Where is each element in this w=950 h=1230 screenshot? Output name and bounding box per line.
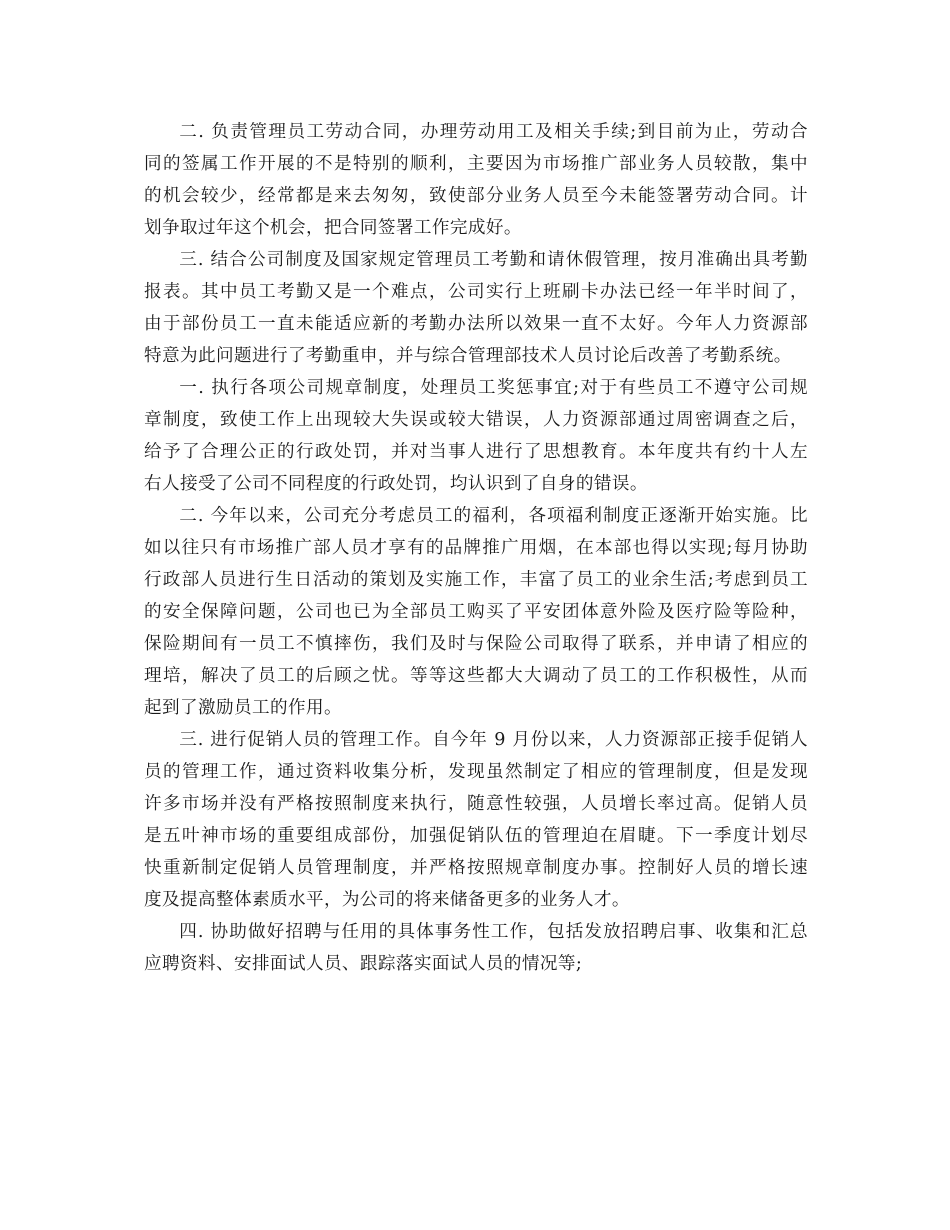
- text-line: 理培，解决了员工的后顾之忧。等等这些都大大调动了员工的工作积极性，从而: [144, 666, 808, 686]
- text-line: 二. 负责管理员工劳动合同，办理劳动用工及相关手续;到目前为止，劳动合: [179, 122, 808, 142]
- paragraph-attendance-management: [144, 244, 808, 372]
- paragraph-contract-management: [144, 116, 808, 244]
- text-line: 快重新制定促销人员管理制度，并严格按照规章制度办事。控制好人员的增长速: [144, 858, 808, 878]
- text-line: 的安全保障问题，公司也已为全部员工购买了平安团体意外险及医疗险等险种，: [144, 602, 808, 622]
- text-line: 给予了合理公正的行政处罚，并对当事人进行了思想教育。本年度共有约十人左: [144, 442, 808, 462]
- text-line: 的机会较少，经常都是来去匆匆，致使部分业务人员至今未能签署劳动合同。计: [144, 186, 808, 206]
- text-line: 是五叶神市场的重要组成部份，加强促销队伍的管理迫在眉睫。下一季度计划尽: [144, 826, 808, 846]
- text-line: 章制度，致使工作上出现较大失误或较大错误，人力资源部通过周密调查之后，: [144, 410, 808, 430]
- text-line: 如以往只有市场推广部人员才享有的品牌推广用烟，在本部也得以实现;每月协助: [144, 538, 808, 558]
- text-line: 度及提高整体素质水平，为公司的将来储备更多的业务人才。: [144, 890, 630, 910]
- text-line: 行政部人员进行生日活动的策划及实施工作，丰富了员工的业余生活;考虑到员工: [144, 570, 808, 590]
- text-line: 特意为此问题进行了考勤重申，并与综合管理部技术人员讨论后改善了考勤系统。: [144, 346, 792, 366]
- text-line: 四. 协助做好招聘与任用的具体事务性工作，包括发放招聘启事、收集和汇总: [179, 922, 808, 942]
- text-line: 三. 进行促销人员的管理工作。自今年 9 月份以来，人力资源部正接手促销人: [179, 730, 808, 750]
- text-line: 保险期间有一员工不慎摔伤，我们及时与保险公司取得了联系，并申请了相应的: [144, 634, 808, 654]
- text-line: 员的管理工作，通过资料收集分析，发现虽然制定了相应的管理制度，但是发现: [144, 762, 808, 782]
- text-line: 划争取过年这个机会，把合同签署工作完成好。: [144, 218, 522, 238]
- paragraph-employee-welfare: [144, 500, 808, 724]
- text-line: 由于部份员工一直未能适应新的考勤办法所以效果一直不太好。今年人力资源部: [144, 314, 808, 334]
- text-line: 同的签属工作开展的不是特别的顺利，主要因为市场推广部业务人员较散，集中: [144, 154, 808, 174]
- document-body: [144, 116, 808, 980]
- text-line: 报表。其中员工考勤又是一个难点，公司实行上班刷卡办法已经一年半时间了，: [144, 282, 808, 302]
- paragraph-promoter-management: [144, 724, 808, 916]
- text-line: 右人接受了公司不同程度的行政处罚，均认识到了自身的错误。: [144, 474, 648, 494]
- text-line: 应聘资料、安排面试人员、跟踪落实面试人员的情况等;: [144, 954, 583, 974]
- text-line: 一. 执行各项公司规章制度，处理员工奖惩事宜;对于有些员工不遵守公司规: [179, 378, 808, 398]
- paragraph-rules-discipline: [144, 372, 808, 500]
- text-line: 二. 今年以来，公司充分考虑员工的福利，各项福利制度正逐渐开始实施。比: [179, 506, 808, 526]
- text-line: 三. 结合公司制度及国家规定管理员工考勤和请休假管理，按月准确出具考勤: [179, 250, 808, 270]
- paragraph-recruitment: [144, 916, 808, 980]
- text-line: 许多市场并没有严格按照制度来执行，随意性较强，人员增长率过高。促销人员: [144, 794, 808, 814]
- text-line: 起到了激励员工的作用。: [144, 698, 342, 718]
